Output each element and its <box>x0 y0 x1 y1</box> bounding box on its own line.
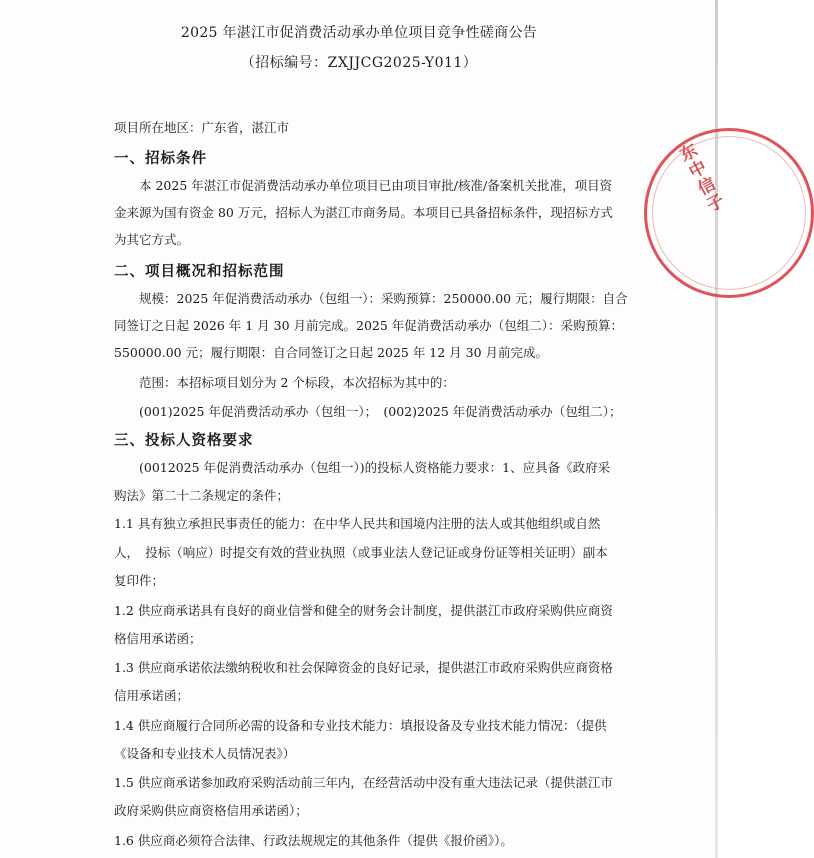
document-title: 2025 年湛江市促消费活动承办单位项目竞争性磋商公告 <box>180 25 538 41</box>
section3-line: (0012025 年促消费活动承办（包组一）)的投标人资格能力要求：1、应具备《政府采 <box>139 460 611 475</box>
section3-heading: 三、投标人资格要求 <box>114 433 254 449</box>
section2-line: 550000.00 元；履行期限：自合同签订之日起 2025 年 12 月 30 月前完成。 <box>114 345 549 360</box>
project-location: 项目所在地区：广东省，湛江市 <box>114 120 290 135</box>
tender-number: （招标编号：ZXJJCG2025-Y011） <box>240 55 478 71</box>
section3-line: 1.3 供应商承诺依法缴纳税收和社会保障资金的良好记录，提供湛江市政府采购供应商资格 <box>114 660 613 675</box>
section2-line: (001)2025 年促消费活动承办（包组一）； (002)2025 年促消费活动承办（包组二）； <box>139 404 622 419</box>
section1-line: 本 2025 年湛江市促消费活动承办单位项目已由项目审批/核准/备案机关批准，项目资 <box>139 178 613 193</box>
section1-line: 为其它方式。 <box>114 232 190 247</box>
section3-line: 政府采购供应商资格信用承诺函）； <box>114 803 308 818</box>
section3-line: 1.5 供应商承诺参加政府采购活动前三年内，在经营活动中没有重大违法记录（提供湛江市 <box>114 775 613 790</box>
section3-line: 格信用承诺函； <box>114 631 202 646</box>
section1-heading: 一、招标条件 <box>114 151 207 167</box>
section3-line: 购法》第二十二条规定的条件； <box>114 488 290 503</box>
section2-line: 同签订之日起 2026 年 1 月 30 月前完成。2025 年促消费活动承办（包组二）：采购预算： <box>114 318 624 333</box>
section1-line: 金来源为国有资金 80 万元，招标人为湛江市商务局。本项目已具备招标条件，现招标方式 <box>114 205 613 220</box>
section3-line: 《设备和专业技术人员情况表》） <box>114 746 296 761</box>
section2-line: 规模：2025 年促消费活动承办（包组一）：采购预算：250000.00 元；履行期限：自合 <box>139 291 628 306</box>
section2-heading: 二、项目概况和招标范围 <box>114 264 285 280</box>
official-seal-inner-ring <box>652 136 806 290</box>
section3-line: 1.1 具有独立承担民事责任的能力：在中华人民共和国境内注册的法人或其他组织或自然 <box>114 516 601 531</box>
section3-line: 人， 投标（响应）时提交有效的营业执照（或事业法人登记证或身份证等相关证明）副本 <box>114 545 608 560</box>
section3-line: 信用承诺函； <box>114 688 190 703</box>
section2-line: 范围：本招标项目划分为 2 个标段，本次招标为其中的： <box>139 375 455 390</box>
official-seal-text: 东中信子 <box>676 140 729 217</box>
section3-line: 1.6 供应商必须符合法律、行政法规规定的其他条件（提供《报价函》）。 <box>114 833 513 848</box>
section3-line: 复印件； <box>114 573 165 588</box>
section3-line: 1.2 供应商承诺具有良好的商业信誉和健全的财务会计制度，提供湛江市政府采购供应商资 <box>114 603 613 618</box>
section3-line: 1.4 供应商履行合同所必需的设备和专业技术能力：填报设备及专业技术能力情况：（提供 <box>114 718 607 733</box>
